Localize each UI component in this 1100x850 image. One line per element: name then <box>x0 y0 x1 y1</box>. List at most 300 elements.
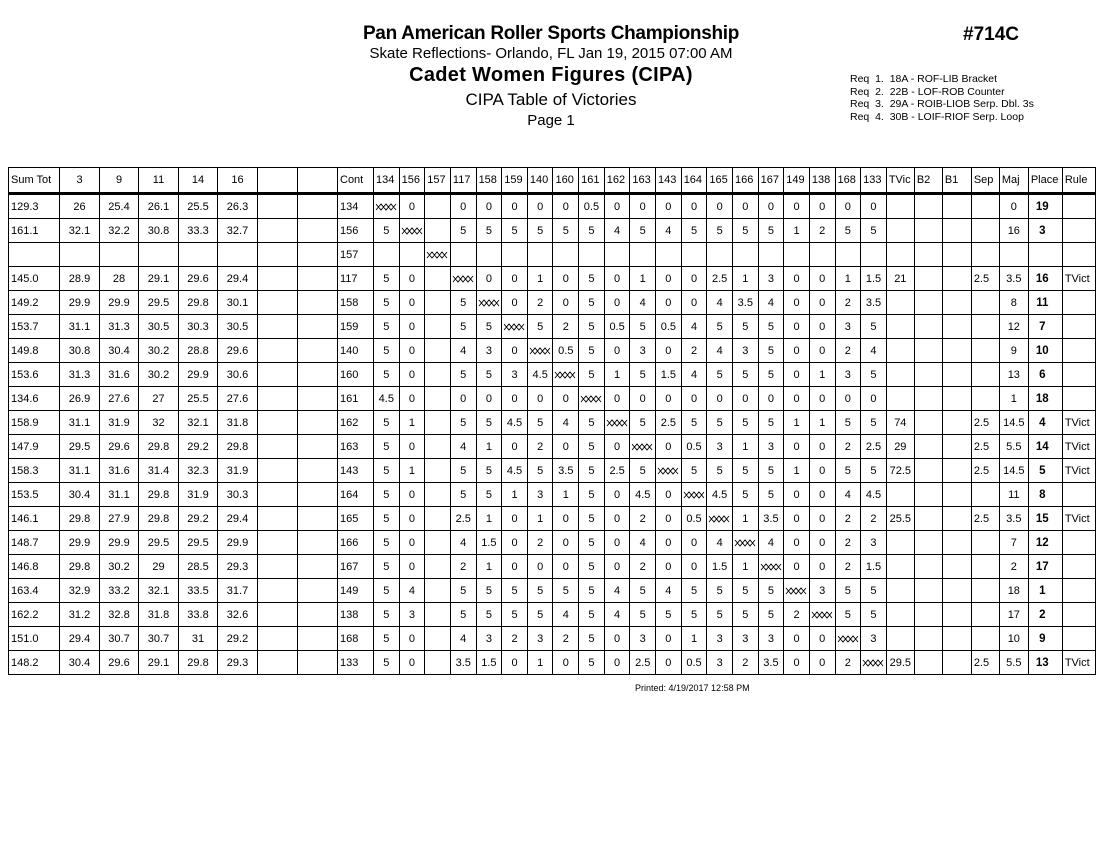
judge-score-cell: 31.6 <box>100 459 139 483</box>
judge-score-cell: 29.2 <box>179 435 218 459</box>
tvic-cell <box>886 219 914 243</box>
table-cell <box>971 219 999 243</box>
victory-cell: 3 <box>476 627 502 651</box>
place-cell: 5 <box>1028 459 1062 483</box>
victory-cell: 0.5 <box>604 315 630 339</box>
victory-cell: 1.5 <box>707 555 733 579</box>
victory-cell <box>399 243 425 267</box>
tvic-cell <box>886 579 914 603</box>
majority-cell: 3.5 <box>999 507 1028 531</box>
table-cell <box>942 387 971 411</box>
victory-cell <box>809 243 835 267</box>
column-header: Rule <box>1062 168 1095 194</box>
self-cell-xxx-icon <box>503 323 525 331</box>
table-cell <box>942 507 971 531</box>
victory-cell: 0 <box>604 507 630 531</box>
table-cell <box>298 363 338 387</box>
table-cell: 2.5 <box>971 411 999 435</box>
table-cell <box>298 555 338 579</box>
venue-date: Skate Reflections- Orlando, FL Jan 19, 2015 07:00 AM <box>369 45 733 62</box>
table-cell <box>942 339 971 363</box>
victory-cell: 5 <box>861 459 887 483</box>
judge-score-cell: 32.9 <box>60 579 100 603</box>
victory-cell: 0 <box>502 387 528 411</box>
victory-cell: 0 <box>450 387 476 411</box>
table-cell <box>971 603 999 627</box>
place-cell: 1 <box>1028 579 1062 603</box>
victory-cell: 0 <box>604 267 630 291</box>
victory-cell: 3 <box>630 339 656 363</box>
judge-score-cell: 29.9 <box>218 531 258 555</box>
victory-cell: 5 <box>579 459 605 483</box>
tvic-cell <box>886 555 914 579</box>
victory-cell: 0 <box>399 387 425 411</box>
victory-cell: 3 <box>707 627 733 651</box>
table-cell: 147.9 <box>9 435 60 459</box>
victory-cell: 5 <box>374 627 400 651</box>
victory-cell: 2 <box>527 435 553 459</box>
judge-score-cell: 31.3 <box>60 363 100 387</box>
place-cell: 12 <box>1028 531 1062 555</box>
table-cell: TVict <box>1062 651 1095 675</box>
victory-cell: 5 <box>732 363 758 387</box>
judge-score-cell: 29.5 <box>60 435 100 459</box>
victory-cell: 0 <box>707 194 733 219</box>
victory-cell: 4 <box>450 435 476 459</box>
table-cell <box>971 291 999 315</box>
victory-cell <box>758 555 784 579</box>
judge-score-cell: 29.6 <box>100 651 139 675</box>
judge-score-cell: 27.9 <box>100 507 139 531</box>
table-cell <box>258 194 298 219</box>
victory-cell: 0 <box>835 194 861 219</box>
judge-score-cell: 32 <box>139 411 179 435</box>
self-cell-xxx-icon <box>837 635 859 643</box>
table-cell <box>1062 627 1095 651</box>
victory-cell: 5 <box>861 363 887 387</box>
table-cell: 159 <box>338 315 374 339</box>
victory-cell: 5 <box>374 291 400 315</box>
victory-cell: 5 <box>835 603 861 627</box>
victory-cell: 5 <box>656 603 682 627</box>
victory-cell: 1.5 <box>861 555 887 579</box>
victory-cell: 0 <box>681 291 707 315</box>
victory-cell: 0 <box>758 194 784 219</box>
table-cell <box>942 291 971 315</box>
table-cell: 167 <box>338 555 374 579</box>
judge-score-cell: 26.1 <box>139 194 179 219</box>
majority-cell: 18 <box>999 579 1028 603</box>
tvic-cell: 74 <box>886 411 914 435</box>
victory-cell <box>450 243 476 267</box>
victory-cell: 0 <box>784 483 810 507</box>
judge-score-cell: 29.8 <box>60 555 100 579</box>
victory-cell: 4.5 <box>374 387 400 411</box>
victory-cell: 0 <box>502 291 528 315</box>
table-cell <box>1062 291 1095 315</box>
victory-cell: 5 <box>758 411 784 435</box>
judge-score-cell: 32.3 <box>179 459 218 483</box>
table-cell <box>298 459 338 483</box>
table-cell <box>914 411 942 435</box>
place-cell: 8 <box>1028 483 1062 507</box>
victory-cell <box>425 387 451 411</box>
self-cell-xxx-icon <box>554 371 576 379</box>
victory-cell: 1 <box>784 459 810 483</box>
table-cell <box>258 387 298 411</box>
victory-cell <box>425 339 451 363</box>
victory-cell <box>425 243 451 267</box>
judge-score-cell: 29.9 <box>60 291 100 315</box>
victory-cell: 5 <box>732 603 758 627</box>
victory-cell: 4 <box>450 627 476 651</box>
victory-cell: 4 <box>656 579 682 603</box>
victory-cell: 5 <box>758 363 784 387</box>
victory-cell <box>425 315 451 339</box>
table-cell <box>971 579 999 603</box>
table-cell: 165 <box>338 507 374 531</box>
victory-cell: 1 <box>527 651 553 675</box>
tvic-cell: 72.5 <box>886 459 914 483</box>
victory-cell: 0 <box>732 194 758 219</box>
table-cell <box>942 411 971 435</box>
victory-cell <box>553 243 579 267</box>
table-cell: 148.7 <box>9 531 60 555</box>
victory-cell: 2 <box>502 627 528 651</box>
victory-cell: 5 <box>374 579 400 603</box>
table-cell <box>298 339 338 363</box>
victory-cell: 5 <box>527 579 553 603</box>
victory-cell: 4 <box>630 531 656 555</box>
judge-score-cell: 31.1 <box>60 459 100 483</box>
victory-cell: 0 <box>809 194 835 219</box>
table-cell <box>258 243 298 267</box>
table-cell <box>258 315 298 339</box>
majority-cell: 14.5 <box>999 411 1028 435</box>
victory-cell: 5 <box>374 483 400 507</box>
column-header: Maj <box>999 168 1028 194</box>
place-cell <box>1028 243 1062 267</box>
table-cell: 158.9 <box>9 411 60 435</box>
judge-score-cell: 32.1 <box>139 579 179 603</box>
victory-cell: 5 <box>579 603 605 627</box>
table-cell: 134 <box>338 194 374 219</box>
victory-cell: 4.5 <box>861 483 887 507</box>
table-cell <box>971 387 999 411</box>
victory-cell: 5 <box>502 579 528 603</box>
table-cell: 158 <box>338 291 374 315</box>
table-row <box>9 627 1096 651</box>
victory-cell: 1.5 <box>476 651 502 675</box>
victory-cell <box>374 243 400 267</box>
tvic-cell <box>886 363 914 387</box>
victory-cell: 1 <box>527 507 553 531</box>
column-header: 157 <box>425 168 451 194</box>
column-header: Sep <box>971 168 999 194</box>
victory-cell <box>425 555 451 579</box>
victory-cell: 3.5 <box>758 507 784 531</box>
table-row <box>9 291 1096 315</box>
victory-cell: 2 <box>835 291 861 315</box>
judge-score-cell: 30.4 <box>60 483 100 507</box>
place-cell: 3 <box>1028 219 1062 243</box>
victory-cell <box>681 483 707 507</box>
column-header: 166 <box>732 168 758 194</box>
victory-cell: 0 <box>502 267 528 291</box>
victory-cell: 4.5 <box>527 363 553 387</box>
table-cell: 117 <box>338 267 374 291</box>
victory-cell <box>707 507 733 531</box>
victory-cell: 5 <box>707 219 733 243</box>
victory-cell: 0 <box>553 555 579 579</box>
victory-cell <box>656 243 682 267</box>
judge-score-cell: 32.6 <box>218 603 258 627</box>
table-row <box>9 411 1096 435</box>
victory-cell: 0 <box>784 651 810 675</box>
victory-cell <box>604 243 630 267</box>
table-cell <box>971 531 999 555</box>
judge-score-cell: 30.4 <box>60 651 100 675</box>
victory-cell: 5 <box>450 291 476 315</box>
victory-cell: 0 <box>553 531 579 555</box>
victory-cell: 5 <box>450 219 476 243</box>
victory-cell: 5 <box>374 435 400 459</box>
victory-cell: 5 <box>476 603 502 627</box>
tvic-cell <box>886 483 914 507</box>
victory-cell: 4 <box>861 339 887 363</box>
victory-cell: 0 <box>476 387 502 411</box>
judge-score-cell: 27 <box>139 387 179 411</box>
table-cell: 153.5 <box>9 483 60 507</box>
victory-cell: 5 <box>450 363 476 387</box>
judge-score-cell <box>218 243 258 267</box>
victory-cell: 5 <box>374 363 400 387</box>
event-name: Cadet Women Figures (CIPA) <box>409 64 693 86</box>
judge-score-cell: 25.5 <box>179 387 218 411</box>
victory-cell: 5 <box>527 459 553 483</box>
judge-score-cell: 30.2 <box>100 555 139 579</box>
judge-score-cell: 29.9 <box>100 531 139 555</box>
table-cell <box>914 627 942 651</box>
victory-cell: 0 <box>656 507 682 531</box>
judge-score-cell: 29.8 <box>60 507 100 531</box>
table-cell: 134.6 <box>9 387 60 411</box>
column-header: 159 <box>502 168 528 194</box>
victory-cell: 5 <box>502 219 528 243</box>
judge-score-cell: 33.5 <box>179 579 218 603</box>
victory-cell: 0 <box>604 531 630 555</box>
majority-cell: 5.5 <box>999 435 1028 459</box>
place-cell: 13 <box>1028 651 1062 675</box>
victory-cell: 0 <box>399 555 425 579</box>
place-cell: 16 <box>1028 267 1062 291</box>
tvic-cell <box>886 603 914 627</box>
victory-cell: 0 <box>630 194 656 219</box>
victory-cell: 5 <box>732 315 758 339</box>
victory-cell: 5 <box>374 339 400 363</box>
table-cell: 163 <box>338 435 374 459</box>
requirement-item: Req 4. 30B - LOIF-RIOF Serp. Loop <box>850 111 1024 124</box>
table-cell <box>298 387 338 411</box>
victory-cell: 5 <box>861 603 887 627</box>
table-cell: 146.8 <box>9 555 60 579</box>
victory-cell: 5 <box>861 579 887 603</box>
table-cell <box>971 243 999 267</box>
judge-score-cell: 30.1 <box>218 291 258 315</box>
victory-cell: 5 <box>450 315 476 339</box>
tvic-cell <box>886 315 914 339</box>
victory-cell: 1.5 <box>476 531 502 555</box>
judge-score-cell: 29.5 <box>139 531 179 555</box>
judge-score-cell: 28 <box>100 267 139 291</box>
victory-cell: 4 <box>681 315 707 339</box>
victory-cell: 3.5 <box>732 291 758 315</box>
self-cell-xxx-icon <box>478 299 500 307</box>
column-header: Sum Tot <box>9 168 60 194</box>
judge-score-cell: 32.2 <box>100 219 139 243</box>
table-cell <box>942 194 971 219</box>
championship-title: Pan American Roller Sports Championship <box>362 23 740 44</box>
victory-cell: 0 <box>809 291 835 315</box>
victory-cell <box>374 194 400 219</box>
victory-cell: 5 <box>835 579 861 603</box>
judge-score-cell: 30.7 <box>100 627 139 651</box>
victory-cell <box>425 531 451 555</box>
table-row <box>9 483 1096 507</box>
judge-score-cell: 32.1 <box>60 219 100 243</box>
victory-cell: 5 <box>681 219 707 243</box>
place-cell: 11 <box>1028 291 1062 315</box>
victory-cell: 1 <box>784 411 810 435</box>
victory-cell: 1 <box>399 459 425 483</box>
judge-score-cell: 30.4 <box>100 339 139 363</box>
table-cell <box>1062 579 1095 603</box>
victory-cell: 4 <box>758 531 784 555</box>
table-cell <box>298 579 338 603</box>
victory-cell: 3.5 <box>861 291 887 315</box>
judge-score-cell: 32.1 <box>179 411 218 435</box>
victory-cell: 0 <box>399 267 425 291</box>
table-cell <box>942 603 971 627</box>
victory-cell: 4.5 <box>502 411 528 435</box>
victory-cell: 5 <box>707 579 733 603</box>
victory-cell: 5 <box>758 315 784 339</box>
judge-score-cell: 25.5 <box>179 194 218 219</box>
victory-cell: 5 <box>732 219 758 243</box>
victory-cell: 5 <box>758 219 784 243</box>
victory-cell: 5 <box>707 459 733 483</box>
victory-cell: 0 <box>656 555 682 579</box>
table-cell <box>258 579 298 603</box>
majority-cell: 3.5 <box>999 267 1028 291</box>
victory-cell: 4 <box>707 291 733 315</box>
judge-score-cell: 31.4 <box>139 459 179 483</box>
victory-cell: 1 <box>476 507 502 531</box>
victory-cell: 2.5 <box>604 459 630 483</box>
victory-cell: 0.5 <box>553 339 579 363</box>
table-cell <box>298 291 338 315</box>
victory-cell: 1 <box>399 411 425 435</box>
victory-cell: 4 <box>630 291 656 315</box>
majority-cell: 7 <box>999 531 1028 555</box>
victory-cell: 0 <box>809 435 835 459</box>
judge-score-cell: 30.5 <box>139 315 179 339</box>
table-cell <box>914 507 942 531</box>
table-cell <box>971 315 999 339</box>
victory-cell: 5 <box>450 459 476 483</box>
victory-cell <box>502 315 528 339</box>
victory-cell: 5 <box>630 603 656 627</box>
victory-cell: 3.5 <box>450 651 476 675</box>
judge-score-cell: 29.4 <box>218 267 258 291</box>
judge-score-cell: 30.8 <box>60 339 100 363</box>
table-row <box>9 315 1096 339</box>
victory-cell: 5 <box>707 603 733 627</box>
victory-cell: 0 <box>604 555 630 579</box>
victory-cell: 2 <box>835 507 861 531</box>
table-cell <box>258 651 298 675</box>
table-cell: 157 <box>338 243 374 267</box>
table-cell <box>914 387 942 411</box>
majority-cell: 5.5 <box>999 651 1028 675</box>
victory-cell: 5 <box>579 435 605 459</box>
victory-cell: 1.5 <box>861 267 887 291</box>
majority-cell: 13 <box>999 363 1028 387</box>
table-cell: 156 <box>338 219 374 243</box>
victory-cell: 3 <box>707 435 733 459</box>
column-header: 161 <box>579 168 605 194</box>
victory-cell: 5 <box>732 483 758 507</box>
victory-cell: 5 <box>707 411 733 435</box>
report-subtitle: CIPA Table of Victories <box>465 90 637 109</box>
judge-score-cell: 29.8 <box>179 651 218 675</box>
table-cell <box>258 483 298 507</box>
victory-cell: 0 <box>784 267 810 291</box>
victory-cell <box>425 194 451 219</box>
victory-cell: 0 <box>707 387 733 411</box>
victory-cell: 0 <box>502 435 528 459</box>
victory-cell <box>527 243 553 267</box>
victory-cell: 5 <box>374 459 400 483</box>
column-header <box>258 168 298 194</box>
victory-cell: 0 <box>399 339 425 363</box>
place-cell: 9 <box>1028 627 1062 651</box>
self-cell-xxx-icon <box>785 587 807 595</box>
table-cell: 160 <box>338 363 374 387</box>
judge-score-cell: 29.1 <box>139 267 179 291</box>
judge-score-cell: 29.6 <box>100 435 139 459</box>
victory-cell: 2 <box>784 603 810 627</box>
column-header: B1 <box>942 168 971 194</box>
tvic-cell <box>886 627 914 651</box>
column-header: 14 <box>179 168 218 194</box>
judge-score-cell: 29.8 <box>139 435 179 459</box>
victory-cell: 2.5 <box>630 651 656 675</box>
victory-cell: 0 <box>784 435 810 459</box>
victory-cell: 0 <box>656 339 682 363</box>
victory-cell <box>784 243 810 267</box>
judge-score-cell: 31.1 <box>100 483 139 507</box>
majority-cell: 16 <box>999 219 1028 243</box>
table-cell: 2.5 <box>971 651 999 675</box>
victory-cell <box>656 459 682 483</box>
victory-cell: 0 <box>809 507 835 531</box>
judge-score-cell: 31.7 <box>218 579 258 603</box>
table-cell: 129.3 <box>9 194 60 219</box>
table-cell: 162.2 <box>9 603 60 627</box>
victory-cell: 0 <box>399 651 425 675</box>
victory-cell: 0 <box>784 363 810 387</box>
